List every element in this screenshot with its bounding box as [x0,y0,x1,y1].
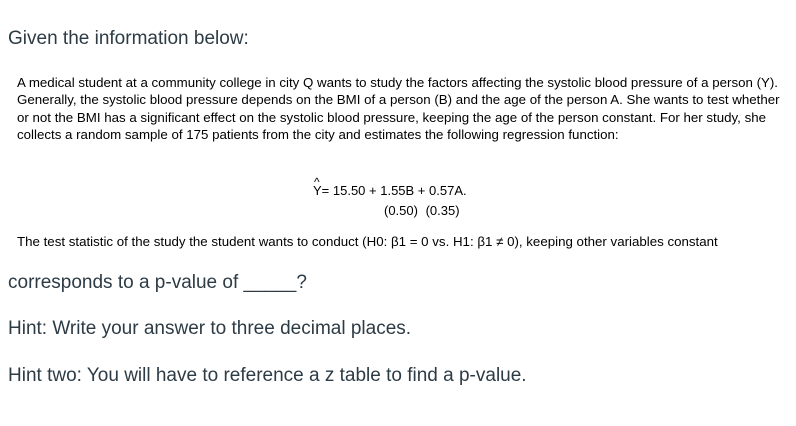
y-hat-symbol: ^ Y [313,183,322,198]
test-statement: The test statistic of the study the student wants to conduct (H0: β1 = 0 vs. H1: β1 ≠ 0), keeping other variables constant [17,234,718,249]
hint-two: Hint two: You will have to reference a z table to find a p-value. [8,365,527,386]
hint-one: Hint: Write your answer to three decimal places. [8,318,412,339]
page-heading: Given the information below: [8,28,249,49]
question-text: corresponds to a p-value of _____? [8,272,307,293]
problem-statement: A medical student at a community college in city Q wants to study the factors affecting the systolic blood pressure of a person (Y). Generally, the systolic blood pressure depends on the BMI of a person (B) and the age of the person A. She wants to test whether or not the BMI has a significant effect on the systolic blood pressure, keeping the age of the person constant. For her study, she collects a random sample of 175 patients from the city and estimates the following regression function: [17,75,780,142]
standard-errors: (0.50) (0.35) [384,203,460,218]
equation-rhs: = 15.50 + 1.55B + 0.57A. [321,183,467,198]
regression-equation [313,183,467,198]
